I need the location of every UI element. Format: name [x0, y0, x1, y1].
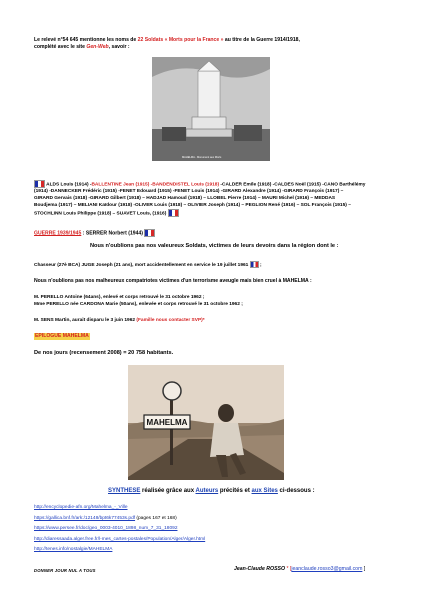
ww2-line: GUERRE 1939/1945 : SERRER Norbert (1944): [34, 229, 155, 238]
gallica-note: (pages 167 et 168): [135, 515, 177, 521]
french-flag-icon: [250, 261, 259, 268]
sign-text: MAHELMA: [146, 418, 188, 427]
french-flag-icon: [34, 180, 45, 188]
intro-text: Le relevé n°54 645 mentionne les noms de 22 Soldats « Morts pour la France » au titre de la Guerre 1914/1918, complété avec le site Gen-Web, savoir :: [34, 37, 300, 51]
source-link-tenes[interactable]: http://tenes.info/nostalgie/MAHELMA: [34, 547, 113, 552]
source-links: [34, 503, 404, 556]
chasseur-line: Chasseur (27è BCA) JUGE Joseph (21 ans), mort accidentellement en service le 19 juillet 1961 ;: [34, 262, 262, 268]
soldier-count: 22 Soldats « Morts pour la France »: [137, 37, 224, 43]
sens-line: M. SENS Martin, aurait disparu le 3 juin 1962 (Famille nous contacter SVP)*: [34, 318, 205, 323]
epilogue-title: EPILOGUE MAHELMA: [35, 333, 89, 339]
homage-line: Nous n'oublions pas nos valeureux Soldats, victimes de leurs devoirs dans la région dont le :: [90, 243, 339, 249]
mahelma-sign-photo: [128, 365, 284, 480]
perello-marie: Mme PERELLO née CARDONA Marie (50ans), enlevée et corps retrouvé le 31 octobre 1962 ;: [34, 302, 243, 307]
footer-motto: DONNER JOUR NUL A TOUS: [34, 568, 96, 573]
source-link-gallica[interactable]: https://gallica.bnf.fr/ark:/12148/bpt6k77453s.pdf: [34, 515, 136, 521]
french-flag-icon: [144, 229, 155, 237]
sign-illustration: [128, 365, 284, 480]
source-link-diaressaada[interactable]: http://diaressaada.alger.free.fr/l-mes_cartes-postales/Population/Alger/Alger.html: [34, 536, 206, 542]
footer-email-link[interactable]: jeanclaude.rosso3@gmail.com: [291, 566, 363, 572]
ww1-list: ALDS Louis (1914) -BALLENTINE Jean (1915) -BANDENDISTEL Louis (1918) -CALDER Emile (1918) -CALDES Noël (1915) -CANO Barthélémy (1914) -DANNECKER Frédéric (1915) -FENET Edouard (1915) -FENET Louis (1914) -GIRARD Alexandre (1914) -GIRARD François (1917) – GIRARD Gervais (1918) -GIRARD Gilbert (1918) – HADJAD Hamoud (1918) – LLOBEL Pierre (1914) – MAURI Michel (1916) – MEDDAS Boudjema (1917) – MELIANI Kaïdour (1918) -OLIVER Louis (1918) – OLIVIER Joseph (1914) – PEGLION René (1916) – SOL François (1915) – STOCHLINN Louis Philippe (1918) – SUAVET Louis, (1916): [34, 180, 406, 218]
monument-illustration: [152, 57, 270, 161]
monument-photo: [152, 57, 270, 161]
synthese-heading: SYNTHESE réalisée grâce aux Auteurs précités et aux Sites ci-dessous :: [108, 488, 315, 494]
terror-line: Nous n'oublions pas nos malheureux compatriotes victimes d'un terrorisme aveugle mais bien cruel à MAHELMA :: [34, 278, 312, 284]
source-link-encyclopedie[interactable]: http://encyclopedie-afn.org/Mahelma_-_Ville: [34, 505, 128, 510]
french-flag-icon: [168, 209, 179, 217]
photo-caption: MAHELMA - Monument aux Morts: [182, 156, 222, 159]
population-line: De nos jours (recensement 2008) = 20 758 habitants.: [34, 350, 174, 356]
footer-signature: Jean-Claude ROSSO * [jeanclaude.rosso3@gmail.com ]: [234, 566, 366, 572]
genweb-link[interactable]: Gen-Web: [86, 44, 109, 51]
perello-antoine: M. PERELLO Antoine (64ans), enlevé et corps retrouvé le 31 octobre 1962 ;: [34, 295, 205, 300]
source-link-persee[interactable]: https://www.persee.fr/doc/geo_0003-4010_1898_num_7_31_18092: [34, 526, 178, 531]
